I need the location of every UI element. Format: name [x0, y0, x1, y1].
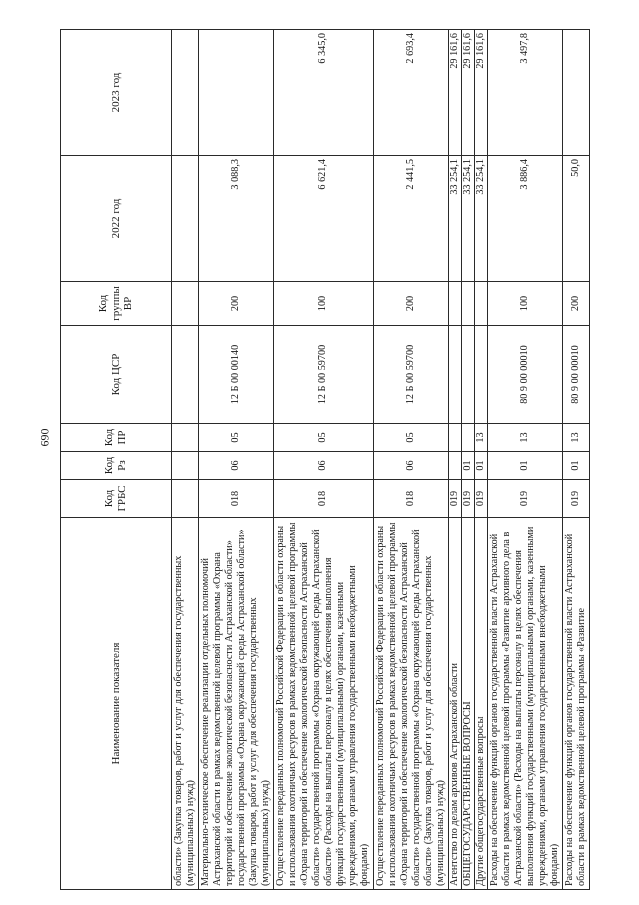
table-row [199, 30, 274, 890]
row-2023: 29 161,6 [474, 30, 487, 156]
row-2023: 29 161,6 [461, 30, 474, 156]
row-2023: 2 693,4 [373, 30, 448, 156]
budget-table [60, 29, 590, 890]
row-rz: 01 [461, 452, 474, 480]
row-2023: 29 161,6 [448, 30, 461, 156]
row-vr [474, 282, 487, 326]
row-name: Осуществление переданных полномочий Российской Федерации в области охраны и использования охотничьих ресурсов в рамках ведомственной целевой программы «Охрана территорий и обеспечение экологической безопасности Астраханской области» государственной программы «Охрана окружающей среды Астраханской области» (Расходы на выплаты персоналу в целях обеспечения выполнения функций государственными (муниципальными) органами, казенными учреждениями, органами управления государственными внебюджетными фондами) [274, 518, 373, 890]
row-2023 [562, 30, 589, 156]
header-grbs: Код ГРБС [61, 480, 172, 518]
row-vr: 100 [274, 282, 373, 326]
row-csr [172, 326, 199, 424]
row-2022: 6 621,4 [274, 156, 373, 282]
row-vr: 100 [487, 282, 562, 326]
row-csr: 80 9 00 00010 [487, 326, 562, 424]
row-pr [461, 424, 474, 452]
row-2022: 33 254,1 [474, 156, 487, 282]
row-grbs: 019 [461, 480, 474, 518]
row-rz [172, 452, 199, 480]
header-pr: Код ПР [61, 424, 172, 452]
table-row [474, 30, 487, 890]
row-grbs: 019 [487, 480, 562, 518]
row-pr: 13 [562, 424, 589, 452]
row-vr [461, 282, 474, 326]
row-grbs: 019 [562, 480, 589, 518]
row-csr: 80 9 00 00010 [562, 326, 589, 424]
row-name: Расходы на обеспечение функций органов государственной власти Астраханской области в рамках ведомственной целевой программы «Развитие архивного дела в Астраханской области» (Расходы на выплаты персоналу в целях обеспечения выполнения функций государственными (муниципальными) органами, казенными учреждениями, органами управления государственными внебюджетными фондами) [487, 518, 562, 890]
row-csr [448, 326, 461, 424]
row-csr: 12 Б 00 00140 [199, 326, 274, 424]
table-row [487, 30, 562, 890]
row-vr: 200 [373, 282, 448, 326]
row-vr [448, 282, 461, 326]
page-number: 690 [37, 428, 52, 447]
row-rz: 06 [373, 452, 448, 480]
header-2023: 2023 год [61, 30, 172, 156]
table-row [448, 30, 461, 890]
row-name: Расходы на обеспечение функций органов государственной власти Астраханской области в рамках ведомственной целевой программы «Развитие [562, 518, 589, 890]
row-name: области» (Закупка товаров, работ и услуг для обеспечения государственных (муниципальных) нужд) [172, 518, 199, 890]
row-name: Материально-техническое обеспечение реализации отдельных полномочий Астраханской области в рамках ведомственной целевой программы «Охрана территорий и обеспечение экологической безопасности Астраханской области» государственной программы «Охрана окружающей среды Астраханской области» (Закупка товаров, работ и услуг для обеспечения государственных (муниципальных) нужд) [199, 518, 274, 890]
row-pr: 05 [199, 424, 274, 452]
row-2022 [172, 156, 199, 282]
header-csr: Код ЦСР [61, 326, 172, 424]
row-pr [448, 424, 461, 452]
row-rz: 06 [274, 452, 373, 480]
row-rz: 06 [199, 452, 274, 480]
table-row [274, 30, 373, 890]
header-vr: Код группы ВР [61, 282, 172, 326]
row-pr [172, 424, 199, 452]
header-row [61, 30, 172, 890]
row-grbs: 018 [199, 480, 274, 518]
row-2023: 3 497,8 [487, 30, 562, 156]
row-name: Агентство по делам архивов Астраханской области [448, 518, 461, 890]
row-pr: 13 [474, 424, 487, 452]
row-grbs: 019 [448, 480, 461, 518]
table-row [172, 30, 199, 890]
row-rz: 01 [562, 452, 589, 480]
row-csr [461, 326, 474, 424]
table-row [373, 30, 448, 890]
row-csr: 12 Б 00 59700 [373, 326, 448, 424]
row-2022: 33 254,1 [448, 156, 461, 282]
row-pr: 13 [487, 424, 562, 452]
row-rz [448, 452, 461, 480]
row-2022: 2 441,5 [373, 156, 448, 282]
row-pr: 05 [274, 424, 373, 452]
row-grbs: 019 [474, 480, 487, 518]
row-vr [172, 282, 199, 326]
header-rz: Код Рз [61, 452, 172, 480]
row-grbs: 018 [373, 480, 448, 518]
row-2022: 50,0 [562, 156, 589, 282]
row-2023 [172, 30, 199, 156]
row-pr: 05 [373, 424, 448, 452]
rotated-sheet [60, 30, 587, 890]
row-vr: 200 [199, 282, 274, 326]
table-row [461, 30, 474, 890]
table-row [562, 30, 589, 890]
row-grbs: 018 [274, 480, 373, 518]
row-name: ОБЩЕГОСУДАРСТВЕННЫЕ ВОПРОСЫ [461, 518, 474, 890]
row-2022: 3 886,4 [487, 156, 562, 282]
row-name: Осуществление переданных полномочий Российской Федерации в области охраны и использования охотничьих ресурсов в рамках ведомственной целевой программы «Охрана территорий и обеспечение экологической безопасности Астраханской области» государственной программы «Охрана окружающей среды Астраханской области» (Закупка товаров, работ и услуг для обеспечения государственных (муниципальных) нужд) [373, 518, 448, 890]
row-csr [474, 326, 487, 424]
row-grbs [172, 480, 199, 518]
row-2022: 3 088,3 [199, 156, 274, 282]
row-csr: 12 Б 00 59700 [274, 326, 373, 424]
header-name: Наименование показателя [61, 518, 172, 890]
row-name: Другие общегосударственные вопросы [474, 518, 487, 890]
row-2022: 33 254,1 [461, 156, 474, 282]
row-rz: 01 [474, 452, 487, 480]
row-2023 [199, 30, 274, 156]
table-viewport [60, 30, 587, 890]
row-rz: 01 [487, 452, 562, 480]
header-2022: 2022 год [61, 156, 172, 282]
row-2023: 6 345,0 [274, 30, 373, 156]
row-vr: 200 [562, 282, 589, 326]
